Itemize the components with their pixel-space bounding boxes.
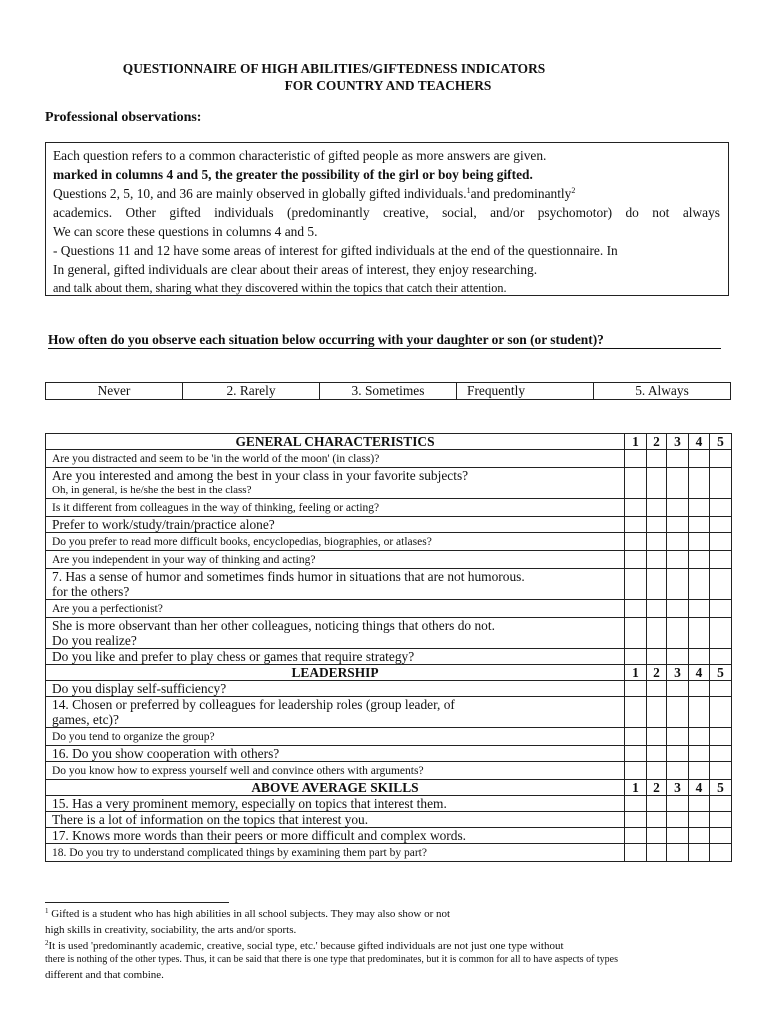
score-answer-cell[interactable] [625,450,647,468]
score-answer-cell[interactable] [710,600,732,618]
question-cell [46,796,625,812]
section-label: Professional observations: [45,110,202,125]
question-cell [46,468,625,499]
score-answer-cell[interactable] [625,569,647,600]
frequency-scale [45,382,731,400]
score-answer-cell[interactable] [710,551,732,569]
footnote-mark: 1 [45,907,49,915]
description-text: Questions 2, 5, 10, and 36 are mainly observed in globally gifted individuals. [53,186,467,201]
question-cell [46,812,625,828]
score-answer-cell[interactable] [710,499,732,517]
scale-option: 3. Sometimes [320,383,457,400]
footnote-ref: 2 [571,186,576,195]
score-answer-cell[interactable] [625,796,647,812]
description-line: and talk about them, sharing what they discovered within the topics that catch their attention. [53,281,507,295]
question-cell [46,569,625,600]
score-answer-cell[interactable] [647,812,667,828]
question-row [46,533,732,551]
score-answer-cell[interactable] [625,649,647,665]
description-line: We can score these questions in columns 4 and 5. [53,224,318,239]
question-text: Are you independent in your way of thinking and acting? [52,554,316,566]
score-answer-cell[interactable] [625,600,647,618]
question-cell [46,762,625,780]
score-column-header: 3 [667,665,689,681]
score-answer-cell[interactable] [625,812,647,828]
question-row [46,551,732,569]
score-column-header: 3 [667,780,689,796]
score-answer-cell[interactable] [625,517,647,533]
score-answer-cell[interactable] [647,796,667,812]
score-answer-cell[interactable] [689,517,710,533]
score-answer-cell[interactable] [647,450,667,468]
score-answer-cell[interactable] [647,618,667,649]
question-text: 15. Has a very prominent memory, especially on topics that interest them. [52,796,447,811]
score-answer-cell[interactable] [625,468,647,499]
score-answer-cell[interactable] [689,468,710,499]
score-answer-cell[interactable] [667,681,689,697]
question-cell [46,746,625,762]
score-answer-cell[interactable] [625,618,647,649]
question-cell [46,618,625,649]
question-cell [46,681,625,697]
footnote-2-cont: different and that combine. [45,969,164,981]
scale-option: 5. Always [594,383,731,400]
score-answer-cell[interactable] [625,697,647,728]
score-answer-cell[interactable] [647,844,667,862]
question-text-continued: games, etc)? [52,712,119,727]
footnote-1 [45,907,450,921]
question-text: Prefer to work/study/train/practice alone? [52,517,275,532]
question-text: Are you distracted and seem to be 'in the world of the moon' (in class)? [52,453,380,465]
description-line: In general, gifted individuals are clear about their areas of interest, they enjoy researching. [53,262,538,277]
score-answer-cell[interactable] [667,762,689,780]
frequency-question: How often do you observe each situation below occurring with your daughter or son (or student)? [48,331,721,349]
question-row [46,499,732,517]
score-column-header: 2 [647,434,667,450]
score-answer-cell[interactable] [625,499,647,517]
score-answer-cell[interactable] [667,697,689,728]
question-text: Do you display self-sufficiency? [52,681,227,696]
question-cell [46,517,625,533]
question-text: 7. Has a sense of humor and sometimes finds humor in situations that are not humorous. [52,569,525,584]
footnote-ref: 1 [466,186,471,195]
score-answer-cell[interactable] [689,796,710,812]
score-answer-cell[interactable] [689,828,710,844]
score-answer-cell[interactable] [667,600,689,618]
section-title: ABOVE AVERAGE SKILLS [46,780,625,796]
score-answer-cell[interactable] [647,533,667,551]
description-line-bold: marked in columns 4 and 5, the greater the possibility of the girl or boy being gifted. [53,167,533,182]
score-answer-cell[interactable] [710,828,732,844]
question-cell [46,533,625,551]
question-row [46,450,732,468]
questionnaire-table [45,433,732,862]
score-answer-cell[interactable] [625,844,647,862]
question-text: Do you know how to express yourself well and convince others with arguments? [52,765,424,777]
question-text: 16. Do you show cooperation with others? [52,746,280,761]
score-answer-cell[interactable] [689,499,710,517]
score-column-header: 1 [625,434,647,450]
score-answer-cell[interactable] [689,551,710,569]
score-answer-cell[interactable] [689,697,710,728]
score-answer-cell[interactable] [625,551,647,569]
footnote-1-cont: high skills in creativity, sociability, the arts and/or sports. [45,924,297,936]
document-title-line-1: QUESTIONNAIRE OF HIGH ABILITIES/GIFTEDNESS INDICATORS [122,61,546,76]
score-answer-cell[interactable] [710,681,732,697]
score-answer-cell[interactable] [710,450,732,468]
score-answer-cell[interactable] [667,499,689,517]
question-row [46,762,732,780]
score-answer-cell[interactable] [625,533,647,551]
score-answer-cell[interactable] [689,681,710,697]
score-answer-cell[interactable] [710,844,732,862]
score-answer-cell[interactable] [667,551,689,569]
footnote-2 [45,939,564,953]
score-answer-cell[interactable] [689,762,710,780]
scale-option: Frequently [457,383,594,400]
question-text-continued: for the others? [52,584,130,599]
question-row [46,468,732,499]
section-title: GENERAL CHARACTERISTICS [46,434,625,450]
score-answer-cell[interactable] [710,618,732,649]
description-box [45,142,729,296]
score-answer-cell[interactable] [710,796,732,812]
score-answer-cell[interactable] [710,569,732,600]
question-text: 18. Do you try to understand complicated things by examining them part by part? [52,847,427,859]
score-answer-cell[interactable] [710,649,732,665]
description-line: Each question refers to a common characteristic of gifted people as more answers are given. [53,148,547,163]
score-answer-cell[interactable] [710,468,732,499]
score-answer-cell[interactable] [710,762,732,780]
score-column-header: 2 [647,665,667,681]
scale-option: 2. Rarely [183,383,320,400]
score-answer-cell[interactable] [689,844,710,862]
question-row [46,697,732,728]
score-answer-cell[interactable] [710,533,732,551]
score-answer-cell[interactable] [689,569,710,600]
score-answer-cell[interactable] [667,618,689,649]
section-header-row [46,665,732,681]
question-row [46,569,732,600]
score-column-header: 4 [689,780,710,796]
score-column-header: 4 [689,434,710,450]
description-line: - Questions 11 and 12 have some areas of interest for gifted individuals at the end of the questionnaire. In [53,243,618,258]
footnote-separator [45,902,229,903]
footnote-mark: 2 [45,939,49,947]
score-answer-cell[interactable] [689,618,710,649]
question-row [46,618,732,649]
footnote-text: Gifted is a student who has high abilities in all school subjects. They may also show or not [48,908,451,920]
score-answer-cell[interactable] [625,728,647,746]
question-text: Are you a perfectionist? [52,603,163,615]
score-answer-cell[interactable] [647,649,667,665]
score-answer-cell[interactable] [710,812,732,828]
question-cell [46,600,625,618]
score-column-header: 5 [710,780,732,796]
score-answer-cell[interactable] [647,569,667,600]
score-column-header: 5 [710,434,732,450]
score-answer-cell[interactable] [647,697,667,728]
score-column-header: 2 [647,780,667,796]
score-answer-cell[interactable] [710,517,732,533]
question-row [46,812,732,828]
score-answer-cell[interactable] [647,499,667,517]
score-answer-cell[interactable] [647,746,667,762]
score-answer-cell[interactable] [647,517,667,533]
question-row [46,796,732,812]
question-text: 14. Chosen or preferred by colleagues for leadership roles (group leader, of [52,697,455,712]
score-answer-cell[interactable] [689,649,710,665]
score-answer-cell[interactable] [667,649,689,665]
section-title: LEADERSHIP [46,665,625,681]
score-answer-cell[interactable] [667,796,689,812]
score-answer-cell[interactable] [667,450,689,468]
question-cell [46,450,625,468]
question-cell [46,499,625,517]
score-answer-cell[interactable] [667,728,689,746]
section-header-row [46,780,732,796]
footnote-text: It is used 'predominantly academic, creative, social type, etc.' because gifted individuals are not just one type without [48,940,564,952]
score-column-header: 3 [667,434,689,450]
question-text: There is a lot of information on the topics that interest you. [52,812,369,827]
question-cell [46,728,625,746]
score-answer-cell[interactable] [710,728,732,746]
score-answer-cell[interactable] [710,746,732,762]
section-header-row [46,434,732,450]
score-answer-cell[interactable] [689,728,710,746]
score-answer-cell[interactable] [689,746,710,762]
question-text: Is it different from colleagues in the way of thinking, feeling or acting? [52,502,380,514]
question-text-continued: Do you realize? [52,633,137,648]
score-answer-cell[interactable] [667,468,689,499]
description-line: academics. Other gifted individuals (predominantly creative, social, and/or psychomotor) do not always [53,205,720,220]
question-cell [46,551,625,569]
score-answer-cell[interactable] [710,697,732,728]
question-row [46,649,732,665]
score-answer-cell[interactable] [667,517,689,533]
question-text: Do you like and prefer to play chess or games that require strategy? [52,649,415,664]
score-answer-cell[interactable] [625,681,647,697]
score-column-header: 4 [689,665,710,681]
score-answer-cell[interactable] [647,551,667,569]
question-cell [46,828,625,844]
question-text: 17. Knows more words than their peers or more difficult and complex words. [52,828,467,843]
footnote-2-cont: there is nothing of the other types. Thus, it can be said that there is one type that predominates, but it is common for all to have aspects of types [45,954,619,965]
score-column-header: 1 [625,665,647,681]
score-answer-cell[interactable] [625,828,647,844]
score-answer-cell[interactable] [667,812,689,828]
question-text: She is more observant than her other colleagues, noticing things that others do not. [52,618,495,633]
question-text: Do you prefer to read more difficult books, encyclopedias, biographies, or atlases? [52,536,432,548]
score-answer-cell[interactable] [667,569,689,600]
description-text: and predominantly [470,186,572,201]
score-answer-cell[interactable] [689,450,710,468]
scale-option: Never [46,383,183,400]
score-answer-cell[interactable] [647,681,667,697]
score-answer-cell[interactable] [667,844,689,862]
score-answer-cell[interactable] [689,533,710,551]
score-answer-cell[interactable] [647,762,667,780]
question-cell [46,844,625,862]
score-answer-cell[interactable] [689,600,710,618]
question-cell [46,697,625,728]
score-column-header: 1 [625,780,647,796]
document-title-line-2: FOR COUNTRY AND TEACHERS [284,78,492,93]
question-row [46,844,732,862]
question-text: Do you tend to organize the group? [52,731,215,743]
score-column-header: 5 [710,665,732,681]
description-line [53,184,720,203]
question-subtext: Oh, in general, is he/she the best in the class? [52,484,252,496]
score-answer-cell[interactable] [625,746,647,762]
question-text: Are you interested and among the best in your class in your favorite subjects? [52,468,469,483]
score-answer-cell[interactable] [647,728,667,746]
score-answer-cell[interactable] [689,812,710,828]
score-answer-cell[interactable] [667,746,689,762]
score-answer-cell[interactable] [647,600,667,618]
question-row [46,828,732,844]
question-row [46,681,732,697]
question-row [46,600,732,618]
score-answer-cell[interactable] [667,828,689,844]
question-cell [46,649,625,665]
score-answer-cell[interactable] [625,762,647,780]
score-answer-cell[interactable] [647,828,667,844]
score-answer-cell[interactable] [667,533,689,551]
question-row [46,517,732,533]
score-answer-cell[interactable] [647,468,667,499]
question-row [46,746,732,762]
question-row [46,728,732,746]
